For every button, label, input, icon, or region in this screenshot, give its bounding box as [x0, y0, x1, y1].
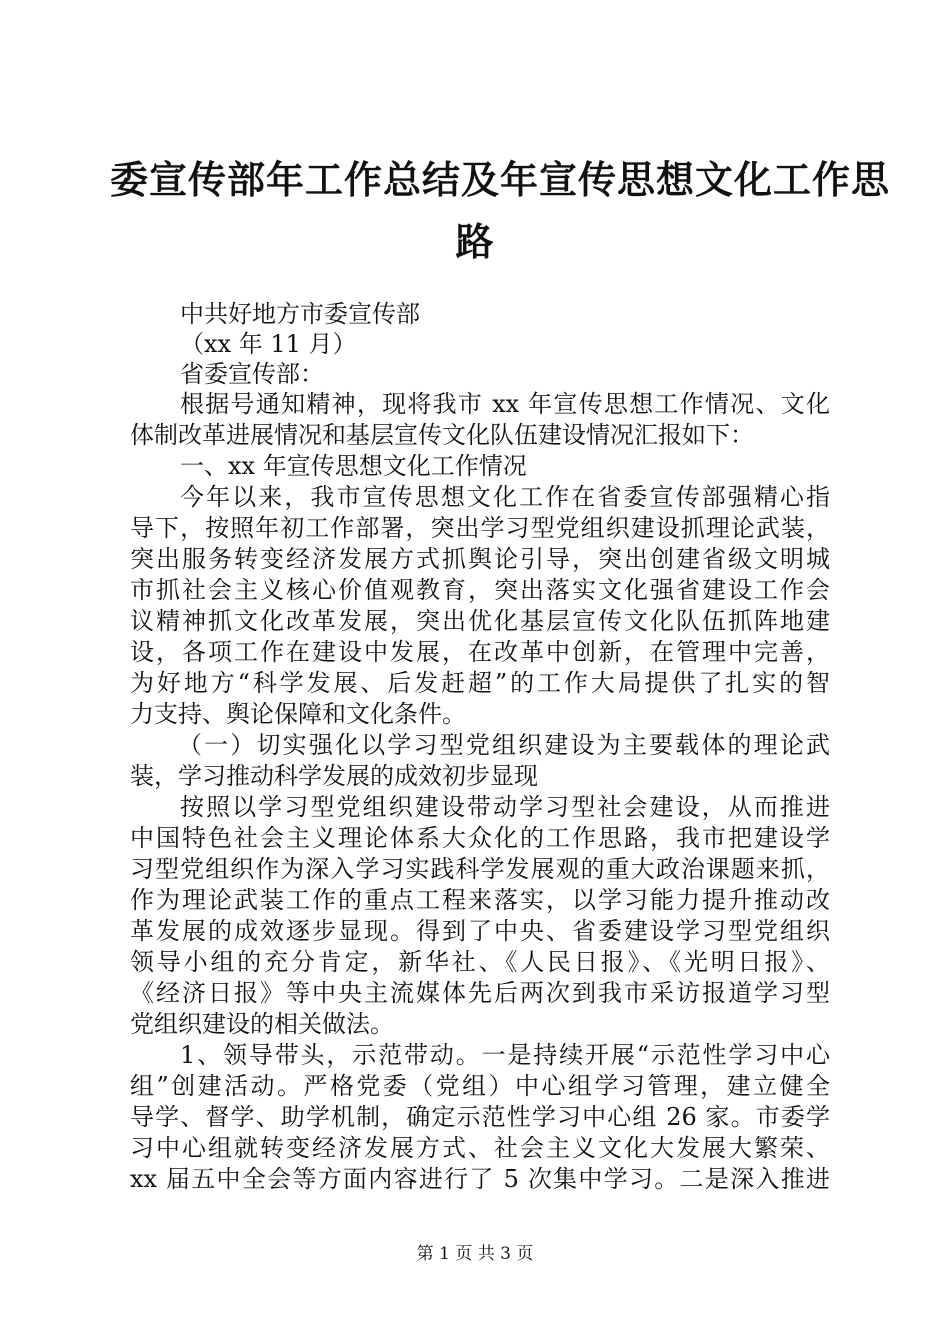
paragraph-line: 革发展的成效逐步显现。得到了中央、省委建设学习型党组织: [130, 917, 830, 945]
paragraph-line: 导下，按照年初工作部署，突出学习型党组织建设抓理论武装，: [130, 514, 830, 542]
subsection-heading-line: （一）切实强化以学习型党组织建设为主要载体的理论武: [178, 731, 830, 759]
paragraph-line: 设，各项工作在建设中发展，在改革中创新，在管理中完善，: [130, 638, 830, 666]
paragraph-line: 党组织建设的相关做法。: [130, 1010, 394, 1038]
paragraph-line: 市抓社会主义核心价值观教育，突出落实文化强省建设工作会: [130, 576, 830, 604]
issuer: 中共好地方市委宣传部: [180, 300, 420, 328]
section-heading: 一、xx 年宣传思想文化工作情况: [180, 452, 527, 480]
paragraph-line: 今年以来，我市宣传思想文化工作在省委宣传部强精心指: [180, 483, 830, 511]
paragraph-line: 议精神抓文化改革发展，突出优化基层宣传文化队伍抓阵地建: [130, 607, 830, 635]
paragraph-line: 导学、督学、助学机制，确定示范性学习中心组 26 家。市委学: [130, 1103, 830, 1131]
subsection-heading-line: 装，学习推动科学发展的成效初步显现: [130, 762, 538, 790]
paragraph-line: 组”创建活动。严格党委（党组）中心组学习管理，建立健全: [130, 1072, 830, 1100]
paragraph-line: 《经济日报》等中央主流媒体先后两次到我市采访报道学习型: [130, 979, 830, 1007]
paragraph-line: 习型党组织作为深入学习实践科学发展观的重大政治课题来抓，: [130, 855, 830, 883]
paragraph-line: 作为理论武装工作的重点工程来落实，以学习能力提升推动改: [130, 886, 830, 914]
paragraph-line: 领导小组的充分肯定，新华社、《人民日报》、《光明日报》、: [130, 948, 830, 976]
document-date: （xx 年 11 月）: [180, 330, 357, 358]
paragraph-line: 习中心组就转变经济发展方式、社会主义文化大发展大繁荣、: [130, 1134, 830, 1162]
page-footer: 第 1 页 共 3 页: [416, 1244, 534, 1264]
document-title-line-1: 委宣传部年工作总结及年宣传思想文化工作思: [110, 157, 891, 202]
paragraph-line: 体制改革进展情况和基层宣传文化队伍建设情况汇报如下：: [130, 421, 754, 449]
paragraph-line: 按照以学习型党组织建设带动学习型社会建设，从而推进: [180, 793, 830, 821]
paragraph-line: xx 届五中全会等方面内容进行了 5 次集中学习。二是深入推进: [130, 1165, 830, 1193]
recipient: 省委宣传部：: [180, 360, 324, 388]
paragraph-line: 1、领导带头，示范带动。一是持续开展“示范性学习中心: [180, 1041, 830, 1069]
paragraph-line: 突出服务转变经济发展方式抓舆论引导，突出创建省级文明城: [130, 545, 830, 573]
paragraph-line: 根据号通知精神，现将我市 xx 年宣传思想工作情况、文化: [180, 390, 830, 418]
paragraph-line: 中国特色社会主义理论体系大众化的工作思路，我市把建设学: [130, 824, 830, 852]
paragraph-line: 力支持、舆论保障和文化条件。: [130, 700, 466, 728]
document-title-line-2: 路: [455, 219, 495, 264]
paragraph-line: 为好地方“科学发展、后发赶超”的工作大局提供了扎实的智: [130, 669, 830, 697]
